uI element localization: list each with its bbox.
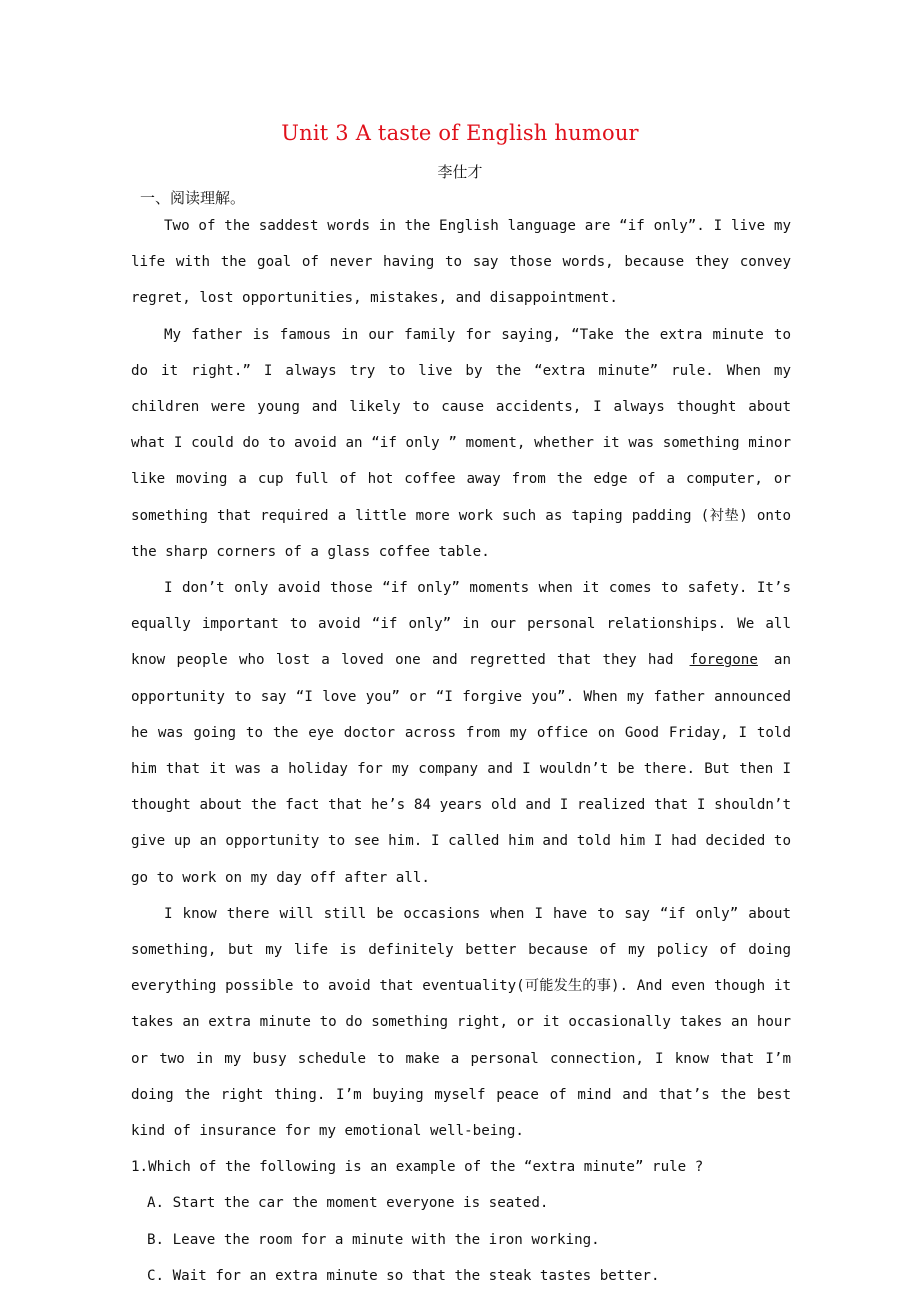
paragraph-3-part-1: I don’t only avoid those “if only” moments when it comes to safety. It’s equally important to avoid “if only” in our personal relationships. We all know people who lost a loved one and regretted that they had <box>131 580 791 669</box>
document-title: Unit 3 A taste of English humour <box>281 121 639 145</box>
question-1-stem: 1.Which of the following is an example of the “extra minute” rule ? <box>131 1159 704 1176</box>
paragraph-2: My father is famous in our family for saying, “Take the extra minute to do it right.” I always try to live by the “extra minute” rule. When my children were young and likely to cause accidents, I always thought about what I could do to avoid an “if only ” moment, whether it was something minor like moving a cup full of hot coffee away from the edge of a computer, or something that required a little more work such as taping padding (衬垫) onto the sharp corners of a glass coffee table. <box>131 326 791 560</box>
option-b: B. Leave the room for a minute with the iron working. <box>147 1231 600 1248</box>
paragraph-3 <box>131 570 791 896</box>
option-c: C. Wait for an extra minute so that the steak tastes better. <box>147 1267 660 1284</box>
option-a: A. Start the car the moment everyone is seated. <box>147 1195 549 1212</box>
reading-passage <box>131 208 791 1294</box>
author-name: 李仕才 <box>437 163 483 181</box>
paragraph-4: I know there will still be occasions when I have to say “if only” about something, but my life is definitely better because of my policy of doing everything possible to avoid that eventuality(可能发生的事). And even though it takes an extra minute to do something right, or it occasionally takes an hour or two in my busy schedule to make a personal connection, I know that I’m doing the right thing. I’m buying myself peace of mind and that’s the best kind of insurance for my emotional well-being. <box>131 905 791 1140</box>
question-1-options <box>131 1185 791 1294</box>
section-heading: 一、阅读理解。 <box>140 189 246 207</box>
paragraph-3-part-2: an opportunity to say “I love you” or “I forgive you”. When my father announced he was going to the eye doctor across from my office on Good Friday, I told him that it was a holiday for my company and I wouldn’t be there. But then I thought about the fact that he’s 84 years old and I realized that I shouldn’t give up an opportunity to see him. I called him and told him I had decided to go to work on my day off after all. <box>131 652 791 886</box>
underlined-word: foregone <box>689 652 758 669</box>
paragraph-1: Two of the saddest words in the English language are “if only”. I live my life with the goal of never having to say those words, because they convey regret, lost opportunities, mistakes, and disappointment. <box>131 218 791 307</box>
